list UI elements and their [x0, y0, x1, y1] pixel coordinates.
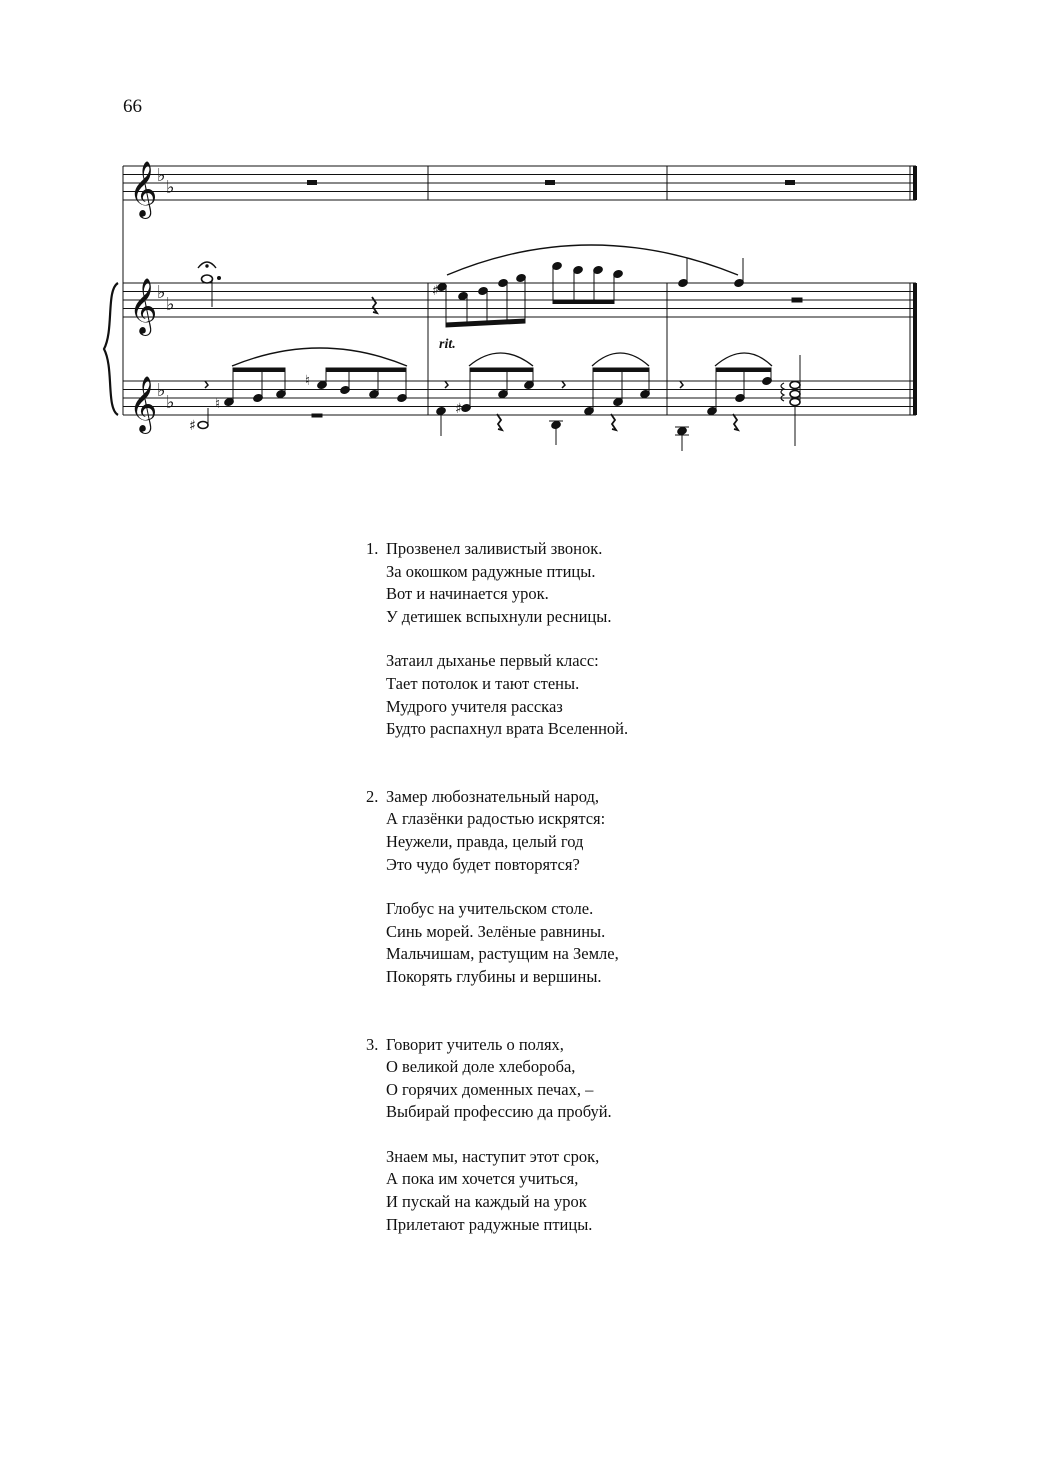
brace: [104, 283, 118, 415]
lyric-line: О великой доле хлебороба,: [386, 1057, 576, 1077]
voice-staff: [123, 166, 917, 200]
svg-text:♮: ♮: [215, 396, 221, 412]
flat-icon: ♭: [157, 165, 166, 186]
lyric-line: Прилетают радужные птицы.: [386, 1214, 593, 1234]
lyric-line: Знаем мы, наступит этот срок,: [386, 1146, 600, 1166]
piano-lower-staff: [123, 283, 917, 415]
verse-3: [366, 1034, 628, 1237]
lyric-line: Мальчишам, растущим на Земле,: [386, 944, 619, 964]
lyric-line: О горячих доменных печах, –: [386, 1079, 594, 1099]
lyrics: [366, 538, 628, 1236]
whole-rest: [785, 180, 795, 185]
music-score: [0, 0, 1039, 470]
lyric-line: И пускай на каждый на урок: [386, 1192, 587, 1212]
verse-1: [366, 538, 628, 741]
lyric-line: Мудрого учителя рассказ: [386, 696, 563, 716]
verse-number: 2.: [366, 786, 379, 806]
lyric-line: 1. Прозвенел заливистый звонок.: [366, 538, 628, 561]
treble-clef-icon: 𝄞: [129, 376, 158, 432]
lyric-line: А пока им хочется учиться,: [386, 1169, 579, 1189]
lyric-line: 3. Говорит учитель о полях,: [366, 1034, 628, 1057]
lyric-line: Покорять глубины и вершины.: [386, 966, 602, 986]
whole-rest: [307, 180, 317, 185]
verse-number: 3.: [366, 1034, 379, 1054]
lyric-line: Это чудо будет повторятся?: [386, 854, 580, 874]
verse-2: [366, 786, 628, 989]
lyric-line: Вот и начинается урок.: [386, 584, 549, 604]
flat-icon: ♭: [166, 177, 175, 198]
flat-icon: ♭: [157, 380, 166, 401]
flat-icon: ♭: [157, 282, 166, 303]
lyric-line: 2. Замер любознательный народ,: [366, 786, 628, 809]
lyric-line: Неужели, правда, целый год: [386, 831, 584, 851]
lyric-line: Тает потолок и тают стены.: [386, 673, 580, 693]
flat-icon: ♭: [166, 294, 175, 315]
svg-text:♯: ♯: [189, 418, 196, 434]
svg-text:♯: ♯: [455, 401, 462, 417]
lyric-line: Глобус на учительском столе.: [386, 899, 594, 919]
verse-number: 1.: [366, 539, 379, 558]
page-number: 66: [123, 96, 142, 117]
whole-rest: [545, 180, 555, 185]
svg-text:♯: ♯: [432, 283, 439, 299]
flat-icon: ♭: [166, 392, 175, 413]
lyric-line: За окошком радужные птицы.: [386, 561, 596, 581]
svg-text:♮: ♮: [305, 373, 311, 389]
lyric-line: Синь морей. Зелёные равнины.: [386, 921, 606, 941]
lyric-line: Будто распахнул врата Вселенной.: [386, 719, 629, 739]
lyric-line: Выбирай профессию да пробуй.: [386, 1102, 612, 1122]
treble-clef-icon: 𝄞: [129, 161, 158, 217]
tempo-marking: rit.: [439, 337, 456, 352]
lyric-line: У детишек вспыхнули ресницы.: [386, 606, 612, 626]
lyric-line: Затаил дыханье первый класс:: [386, 651, 599, 671]
lyric-line: А глазёнки радостью искрятся:: [386, 809, 606, 829]
treble-clef-icon: 𝄞: [129, 278, 158, 334]
